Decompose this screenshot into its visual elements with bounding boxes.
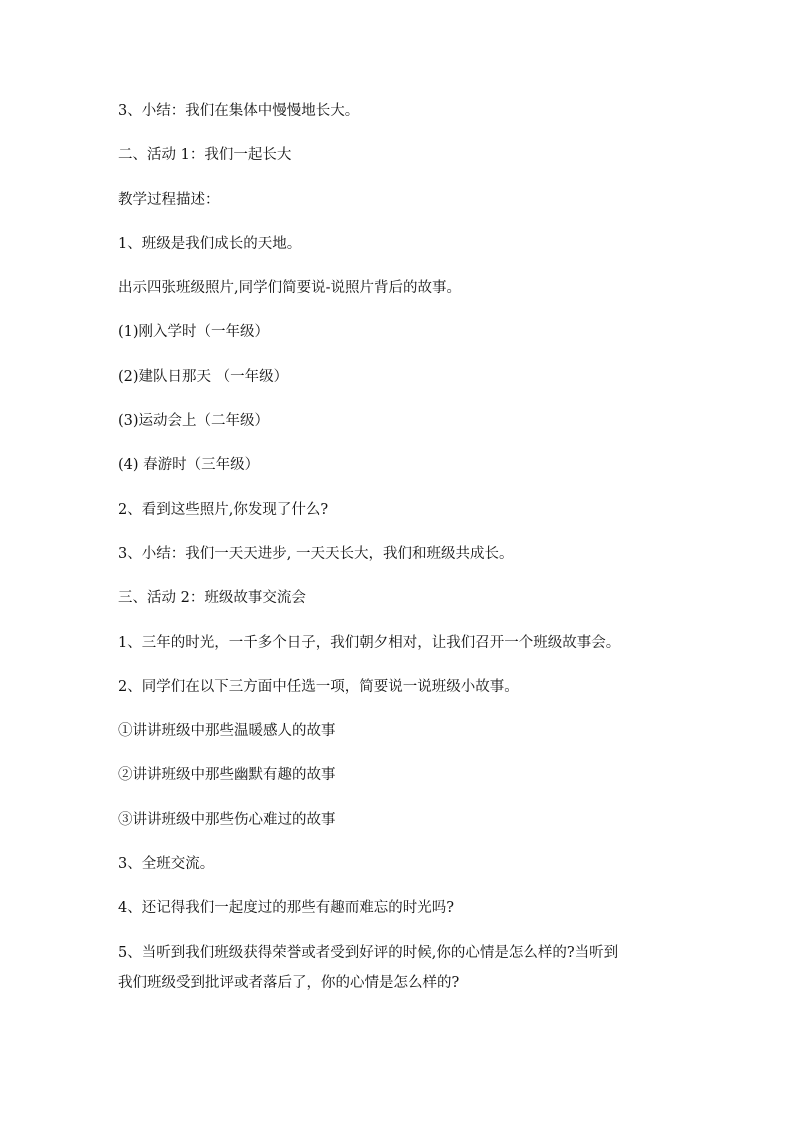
list-item: (3)运动会上（二年级） bbox=[118, 413, 270, 430]
list-item: ①讲讲班级中那些温暖感人的故事 bbox=[118, 723, 336, 740]
list-item: ③讲讲班级中那些伤心难过的故事 bbox=[118, 811, 336, 828]
section-heading-activity-2: 三、活动 2：班级故事交流会 bbox=[118, 590, 306, 607]
list-item: ②讲讲班级中那些幽默有趣的故事 bbox=[118, 767, 336, 784]
summary-line-2: 3、小结：我们一天天进步, 一天天长大，我们和班级共成长。 bbox=[118, 545, 514, 562]
list-item: (2)建队日那天 （一年级） bbox=[118, 368, 289, 385]
list-item: 2、看到这些照片,你发现了什么? bbox=[118, 501, 329, 518]
list-item: 2、同学们在以下三方面中任选一项，简要说一说班级小故事。 bbox=[118, 678, 519, 695]
document-body bbox=[118, 100, 678, 1002]
list-item: (1)刚入学时（一年级） bbox=[118, 324, 270, 341]
list-item: 3、全班交流。 bbox=[118, 856, 215, 873]
list-item: 1、班级是我们成长的天地。 bbox=[118, 235, 302, 252]
final-paragraph bbox=[118, 942, 678, 994]
list-item: 4、还记得我们一起度过的那些有趣而难忘的时光吗? bbox=[118, 900, 454, 917]
section-heading-activity-1: 二、活动 1：我们一起长大 bbox=[118, 147, 292, 164]
final-paragraph-line-1: 5、当听到我们班级获得荣誉或者受到好评的时候,你的心情是怎么样的?当听到 bbox=[118, 944, 619, 961]
final-paragraph-line-2: 我们班级受到批评或者落后了，你的心情是怎么样的? bbox=[118, 974, 460, 991]
process-description-label: 教学过程描述： bbox=[118, 191, 220, 208]
list-item: 1、三年的时光，一千多个日子，我们朝夕相对，让我们召开一个班级故事会。 bbox=[118, 634, 621, 651]
list-item: (4) 春游时（三年级） bbox=[118, 457, 260, 474]
summary-line-1: 3、小结：我们在集体中慢慢地长大。 bbox=[118, 103, 360, 119]
list-item: 出示四张班级照片,同学们简要说-说照片背后的故事。 bbox=[118, 280, 462, 297]
